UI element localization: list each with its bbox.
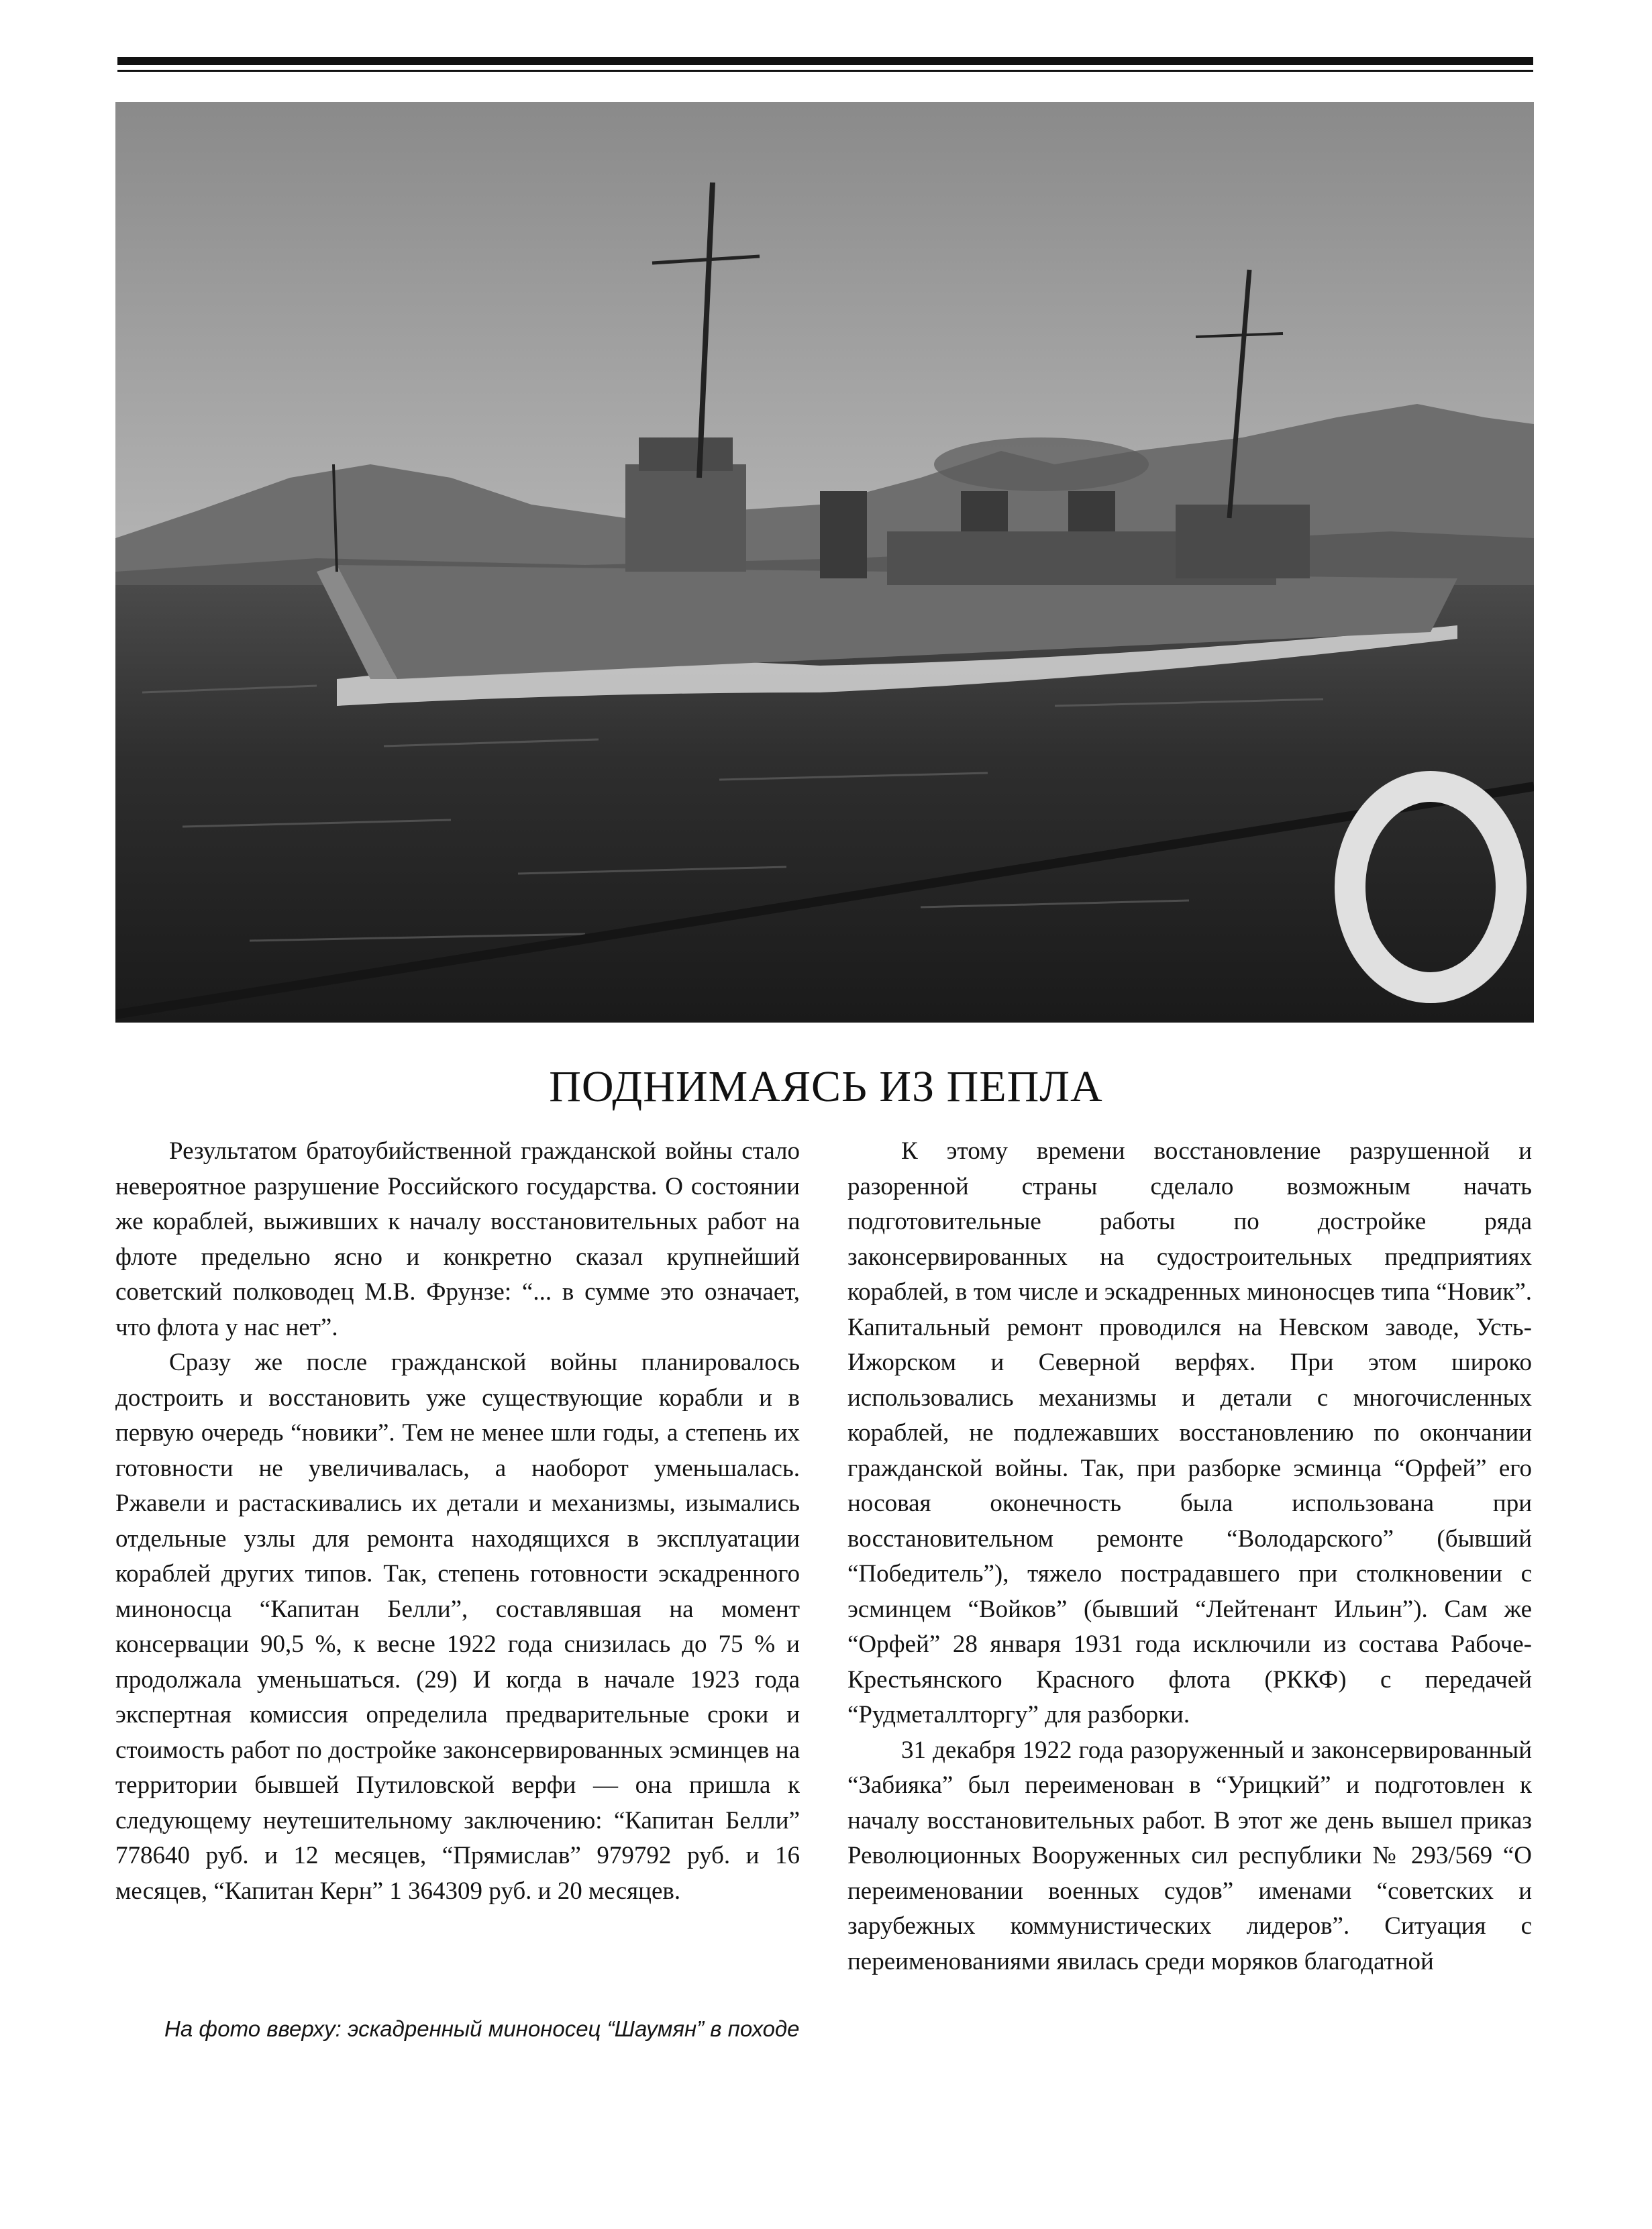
paragraph: 31 декабря 1922 года разоруженный и законсервированный “Забияка” был переименован в “Урицкий” и подготовлен к началу восстановительных работ. В этот же день вышел приказ Революционных Вооруженных сил республики № 293/569 “О переименовании военных судов” именами “советских и зарубежных коммунистических лидеров”. Ситуация с переименованиями явилась среди моряков благодатной [847, 1736, 1532, 1975]
header-rule-thin [117, 70, 1533, 72]
header-rule-thick [117, 57, 1533, 65]
photo-caption: На фото вверху: эскадренный миноносец “Шаумян” в походе [164, 2016, 800, 2041]
article-column-left [115, 1134, 800, 1909]
destroyer-photo [115, 102, 1534, 1023]
paragraph: Результатом братоубийственной гражданской войны стало невероятное разрушение Российского государства. О состоянии же кораблей, выживших к началу восстановительных работ на флоте предельно ясно и конкретно сказал крупнейший советский полководец М.В. Фрунзе: “... в сумме это означает, что флота у нас нет”. [115, 1137, 800, 1341]
article-column-right [847, 1134, 1532, 1979]
paragraph: К этому времени восстановление разрушенной и разоренной страны сделало возможным начать подготовительные работы по достройке ряда законсервированных на судостроительных предприятиях кораблей, в том числе и эскадренных миноносцев типа “Новик”. Капитальный ремонт проводился на Невском заводе, Усть-Ижорском и Северной верфях. При этом широко использовались механизмы и детали с многочисленных кораблей, не подлежавших восстановлению по окончании гражданской войны. Так, при разборке эсминца “Орфей” его носовая оконечность была использована при восстановительном ремонте “Володарского” (бывший “Победитель”), тяжело пострадавшего при столкновении с эсминцем “Войков” (бывший “Лейтенант Ильин”). Сам же “Орфей” 28 января 1931 года исключили из состава Рабоче-Крестьянского Красного флота (РККФ) с передачей “Рудметаллторгу” для разборки. [847, 1137, 1532, 1728]
paragraph: Сразу же после гражданской войны планировалось достроить и восстановить уже существующие корабли и в первую очередь “новики”. Тем не менее шли годы, а степень их готовности не увеличивалась, а наоборот уменьшалась. Ржавели и растаскивались их детали и механизмы, изымались отдельные узлы для ремонта находящихся в эксплуатации кораблей других типов. Так, степень готовности эскадренного миноносца “Капитан Белли”, составлявшая на момент консервации 90,5 %, к весне 1922 года снизилась до 75 % и продолжала уменьшаться. (29) И когда в начале 1923 года экспертная комиссия определила предварительные сроки и стоимость работ по достройке законсервированных эсминцев на территории бывшей Путиловской верфи — она пришла к следующему неутешительному заключению: “Капитан Белли” 778640 руб. и 12 месяцев, “Прямислав” 979792 руб. и 16 месяцев, “Капитан Керн” 1 364309 руб. и 20 месяцев. [115, 1349, 800, 1905]
article-title: ПОДНИМАЯСЬ ИЗ ПЕПЛА [549, 1062, 1103, 1111]
